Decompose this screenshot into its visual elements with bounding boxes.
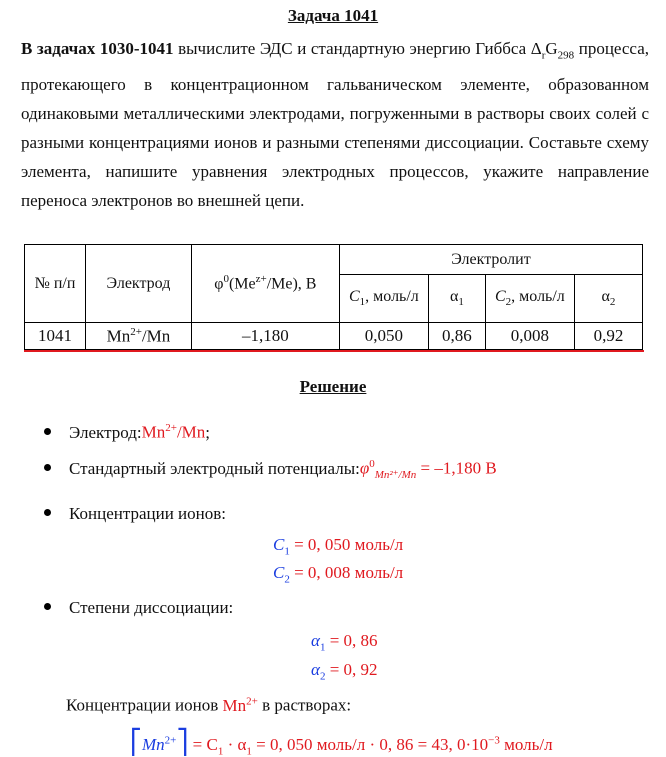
formula-c1: $C_1 = 0$, 050 моль/л — [273, 535, 404, 558]
col-header-c2: $C_2$, моль/л — [485, 275, 574, 323]
solution-title: Решение — [299, 377, 367, 396]
table-row — [25, 323, 643, 350]
bullet-dot-icon — [44, 603, 51, 610]
col-header-alpha2: $\alpha_2$ — [574, 275, 642, 323]
formula-alpha1: $\alpha_1 = 0$, 86 — [311, 631, 378, 654]
cell-c1: 0,050 — [339, 323, 428, 350]
cell-num: 1041 — [25, 323, 86, 350]
col-header-c1: $C_1$, моль/л — [339, 275, 428, 323]
cell-alpha1: 0,86 — [428, 323, 485, 350]
formula-alpha2: $\alpha_2 = 0$, 92 — [311, 660, 378, 683]
col-header-electrolyte: Электролит — [339, 245, 642, 275]
col-header-electrode: Электрод — [86, 245, 192, 323]
statement-lead: В задачах 1030-1041 — [21, 39, 174, 58]
bullet-electrode: Электрод: $Mn^{2+}/Mn$ ; — [44, 422, 210, 443]
formula-ion-concentration: $⎡Mn^{2+}⎤ = C_1 \cdot \alpha_1 = 0$, 050 моль/л · 0, 86 = 43, $0\cdot 10^{-3}$ моль/л — [130, 730, 553, 757]
bullet-dot-icon — [44, 464, 51, 471]
left-bracket-icon: ⎡ — [130, 730, 142, 756]
red-underline — [24, 350, 644, 352]
potential-formula: $\varphi^0_{Mn^{2+}/Mn} = -1,180$ В — [359, 458, 497, 482]
bullet-dissociation: Степени диссоциации: — [44, 598, 233, 618]
cell-electrode: $Mn^{2+}/Mn$ — [86, 323, 192, 350]
bullet-concentrations: Концентрации ионов: — [44, 504, 226, 524]
bullet-potential: Стандартный электродный потенциалы: $\varphi^0_{Mn^{2+}/Mn} = -1,180$ В — [44, 458, 497, 481]
cell-potential: –1,180 — [191, 323, 339, 350]
col-header-alpha1: $\alpha_1$ — [428, 275, 485, 323]
formula-c2: $C_2 = 0$, 008 моль/л — [273, 563, 404, 586]
data-table — [24, 244, 643, 350]
problem-title: Задача 1041 — [287, 6, 379, 25]
cell-c2: 0,008 — [485, 323, 574, 350]
col-header-potential: $\varphi^0(Me^{z+}/Me)$, В — [191, 245, 339, 323]
cell-alpha2: 0,92 — [574, 323, 642, 350]
bullet-dot-icon — [44, 509, 51, 516]
right-bracket-icon: ⎤ — [176, 730, 189, 756]
col-header-num: № п/п — [25, 245, 86, 323]
problem-statement: В задачах 1030-1041 вычислите ЭДС и стандартную энергию Гиббса $\Delta_rG_{298}$ процесса, протекающего в концентрационном гальваническом элементе, образованном одинаковыми металлическими электродами, погруженными в растворы своих солей с разными концентрациями ионов и разными степенями диссоциации. Составьте схему элемента, напишите уравнения электродных процессов, укажите направление переноса электронов во внешней цепи. — [21, 39, 649, 211]
ion-concentration-heading: Концентрации ионов $Mn^{2+}$ в растворах: — [66, 695, 352, 715]
bullet-dot-icon — [44, 428, 51, 435]
